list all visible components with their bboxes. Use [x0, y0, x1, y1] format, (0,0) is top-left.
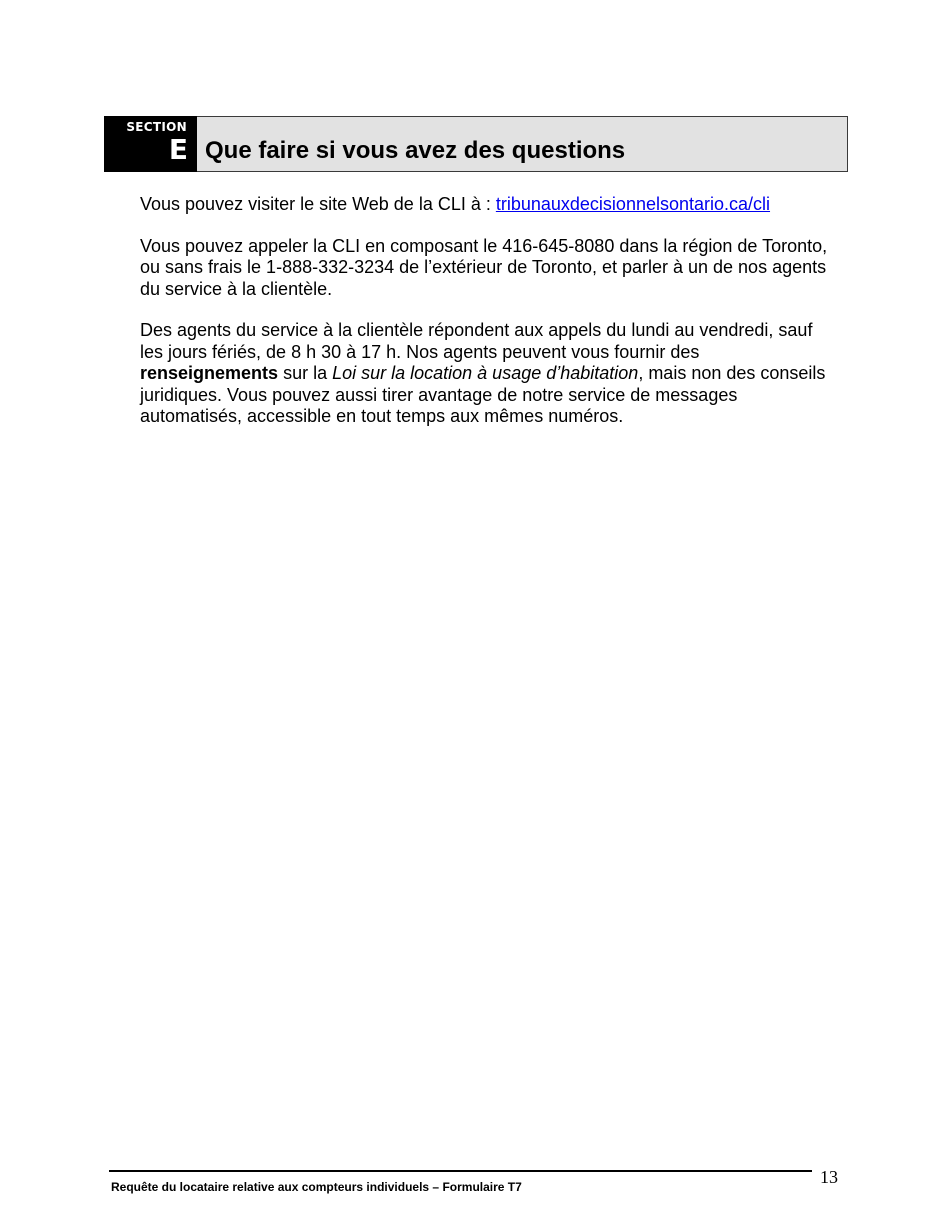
hours-paragraph — [140, 320, 840, 428]
hours-text-2: sur la — [278, 363, 333, 383]
website-paragraph — [140, 194, 840, 216]
section-title-box — [197, 116, 848, 172]
section-letter: E — [168, 133, 188, 166]
hours-text-1: Des agents du service à la clientèle répondent aux appels du lundi au vendredi, sauf les jours fériés, de 8 h 30 à 17 h. Nos agents peuvent vous fournir des — [140, 320, 813, 362]
law-title: Loi sur la location à usage d’habitation — [332, 363, 639, 383]
page-number: 13 — [820, 1167, 838, 1187]
section-label: SECTION — [126, 120, 187, 134]
website-link[interactable]: tribunauxdecisionnelsontario.ca/cli — [495, 194, 771, 214]
hours-text-3: , mais non des conseils juridiques. Vous pouvez aussi tirer avantage de notre service de messages automatisés, accessible en tout temps aux mêmes numéros. — [140, 363, 826, 426]
section-header — [104, 116, 848, 172]
section-content — [140, 194, 840, 448]
phone-paragraph: Vous pouvez appeler la CLI en composant le 416-645-8080 dans la région de Toronto, ou sans frais le 1-888-332-3234 de l’extérieur de Toronto, et parler à un de nos agents du service à la clientèle. — [140, 235, 828, 299]
section-title: Que faire si vous avez des questions — [205, 137, 626, 164]
footer-divider — [109, 1170, 812, 1172]
website-text: Vous pouvez visiter le site Web de la CLI à : — [140, 194, 496, 214]
section-tab — [104, 116, 197, 172]
hours-bold-text: renseignements — [140, 363, 279, 383]
footer-form-name: Requête du locataire relative aux compteurs individuels – Formulaire T7 — [111, 1180, 522, 1194]
